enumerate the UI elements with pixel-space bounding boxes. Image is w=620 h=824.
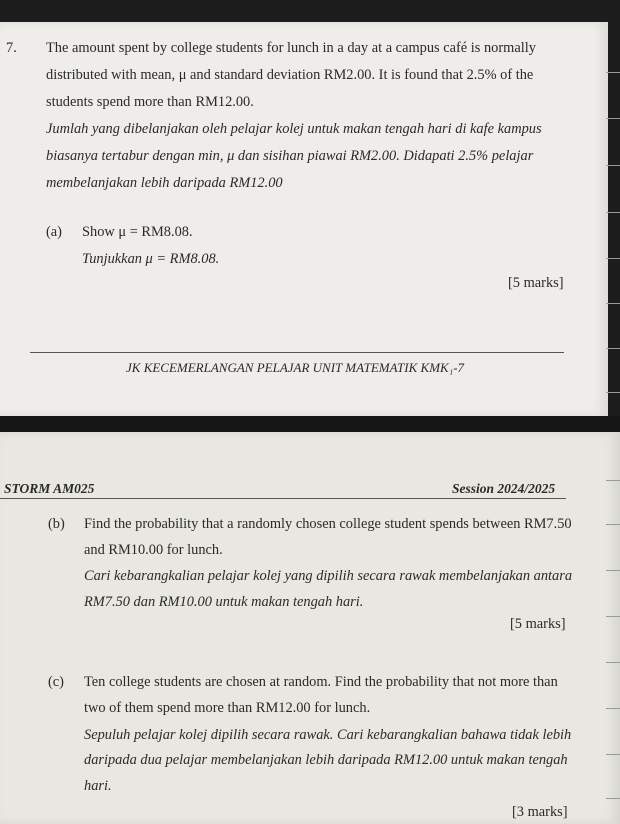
part-c-ms-line-2: daripada dua pelajar membelanjakan lebih daripada RM12.00 untuk makan tengah [84, 752, 568, 768]
edge-mark [606, 798, 620, 799]
edge-mark [606, 212, 620, 213]
part-c-ms-line-3: hari. [84, 778, 112, 794]
edge-mark [606, 708, 620, 709]
header-left: STORM AM025 [4, 481, 95, 496]
edge-mark [606, 524, 620, 525]
part-c-label: (c) [48, 674, 64, 690]
part-c-en-line-1: Ten college students are chosen at random. Find the probability that not more than [84, 674, 558, 690]
edge-mark [606, 258, 620, 259]
part-b-ms-line-1: Cari kebarangkalian pelajar kolej yang dipilih secara rawak membelanjakan antara [84, 568, 573, 584]
edge-mark [606, 348, 620, 349]
edge-mark [606, 72, 620, 73]
page-gap [0, 416, 620, 432]
header-right: Session 2024/2025 [452, 481, 556, 496]
edge-mark [606, 616, 620, 617]
question-number: 7. [6, 40, 17, 56]
part-a-ms: Tunjukkan μ = RM8.08. [82, 251, 220, 267]
part-c-ms-line-1: Sepuluh pelajar kolej dipilih secara rawak. Cari kebarangkalian bahawa tidak lebih [84, 727, 572, 743]
part-b-ms-line-2: RM7.50 dan RM10.00 untuk makan tengah hari. [84, 594, 364, 610]
part-a-label: (a) [46, 224, 62, 240]
part-c-en-line-2: two of them spend more than RM12.00 for lunch. [84, 700, 371, 716]
edge-mark [606, 118, 620, 119]
part-a-marks: [5 marks] [508, 275, 564, 291]
edge-mark [606, 165, 620, 166]
intro-en-line-1: The amount spent by college students for lunch in a day at a campus café is normally [46, 40, 536, 56]
edge-mark [606, 480, 620, 481]
intro-en-line-2: distributed with mean, μ and standard deviation RM2.00. It is found that 2.5% of the [46, 67, 534, 83]
part-c-marks: [3 marks] [512, 804, 568, 820]
part-b-label: (b) [48, 516, 65, 532]
header-divider [0, 498, 566, 499]
part-b-en-line-2: and RM10.00 for lunch. [84, 542, 223, 558]
intro-ms-line-3: membelanjakan lebih daripada RM12.00 [46, 175, 283, 191]
edge-mark [606, 662, 620, 663]
edge-mark [606, 303, 620, 304]
footer-divider [30, 352, 564, 353]
footer-text: JK KECEMERLANGAN PELAJAR UNIT MATEMATIK KMK₁-7 [126, 360, 465, 375]
part-b-marks: [5 marks] [510, 616, 566, 632]
intro-en-line-3: students spend more than RM12.00. [46, 94, 254, 110]
edge-mark [606, 570, 620, 571]
intro-ms-line-1: Jumlah yang dibelanjakan oleh pelajar kolej untuk makan tengah hari di kafe kampus [46, 121, 542, 137]
intro-ms-line-2: biasanya tertabur dengan min, μ dan sisihan piawai RM2.00. Didapati 2.5% pelajar [46, 148, 534, 164]
edge-mark [606, 754, 620, 755]
edge-mark [606, 392, 620, 393]
part-b-en-line-1: Find the probability that a randomly chosen college student spends between RM7.50 [84, 516, 572, 532]
part-a-en: Show μ = RM8.08. [82, 224, 193, 240]
